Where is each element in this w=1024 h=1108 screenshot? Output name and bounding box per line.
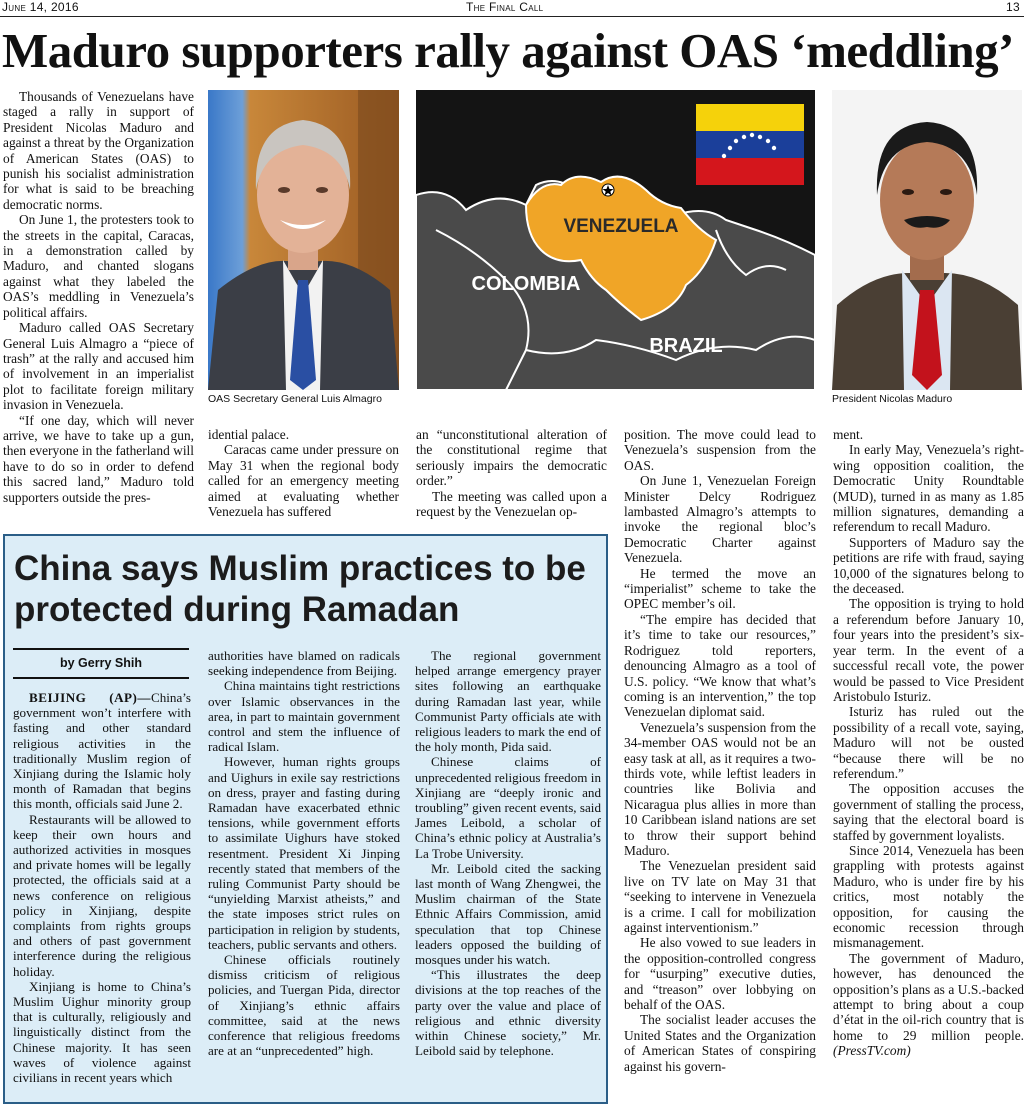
venezuela-map [416,90,815,390]
sidebar-col1-para: Restaurants will be allowed to keep their own hours and authorized activities in mosques and private homes will be legally protected, the officials said at a news conference on religious policy in Xinjiang, despite complaints from rights groups and others of past government interference during the religious holiday. [13,811,191,979]
main-col5-para: Isturiz has ruled out the possibility of a recall vote, saying, Maduro will not be ousted “because there will be no referendum.” [833,704,1024,781]
almagro-photo-caption: OAS Secretary General Luis Almagro [208,393,382,405]
main-col5-para: In early May, Venezuela’s right-wing opposition coalition, the Democratic Unity Roundtable (MUD), turned in as many as 1.85 million signatures, demanding a referendum to recall Maduro. [833,442,1024,535]
main-headline: Maduro supporters rally against OAS ‘meddling’ [2,23,1014,78]
main-col5-para [833,951,1024,1059]
main-col2-para: Caracas came under pressure on May 31 when the regional body called for an emergency meeting aimed at evaluating whether Venezuela has suffered [208,442,399,520]
main-col2-para: idential palace. [208,427,290,442]
sidebar-col1-para: Xinjiang is home to China’s Muslim Uighur minority group that is culturally, religiously and linguistically distinct from the Chinese majority. It has seen waves of violence against civilians in recent years which [13,978,191,1086]
main-col1-para: Thousands of Venezuelans have staged a rally in support of President Nicolas Maduro and against a threat by the Organization of American States (OAS) to punish his socialist administration for what is said to be breaching democratic norms. [3,89,194,212]
main-col4-para: “The empire has decided that it’s time to take our resources,” Rodriguez told reporters, denouncing Almagro as a tool of U.S. policy. “We know that what’s coming is an intervention,” the top Venezuelan diplomat said. [624,611,816,720]
sidebar-col-1 [13,690,191,1100]
publication-name: The Final Call [466,0,544,14]
main-col5-para: Since 2014, Venezuela has been grappling with protests against Maduro, who is under fire by his critics, most notably the opposition, for causing the economic recession through mismanagement. [833,842,1024,951]
main-col5-para: Supporters of Maduro say the petitions are rife with fraud, saying 10,000 of the signatures belong to the deceased. [833,534,1024,597]
sidebar-col2-para: Chinese officials routinely dismiss criticism of religious policies, and Tuergan Pida, director of Xinjiang’s ethnic affairs committee, said at the news conference that religious freedoms are at an “unprecedented” high. [208,952,400,1059]
sidebar-col2-para: China maintains tight restrictions over Islamic observances in the area, in part to maintain government control and stem the influence of radical Islam. [208,678,400,755]
byline-rule-top [13,648,189,650]
sidebar-col-2 [208,648,400,1100]
almagro-photo [208,90,399,390]
sidebar-dateline: BEIJING (AP)— [29,690,151,705]
main-col4-para: Venezuela’s suspension from the 34-member OAS would not be an easy task at all, as it requires a two-thirds vote, while leftist leaders in countries like Bolivia and Nicaragua plus allies in more than 10 Caribbean island nations are set to throw their support behind Maduro. [624,719,816,858]
map-label-brazil: BRAZIL [649,335,723,357]
main-col3-para: The meeting was called upon a request by the Venezuelan op- [416,488,607,520]
main-col-4 [624,427,816,1107]
main-col5-para: The opposition is trying to hold a referendum before January 10, four years into the president’s six-year term. In the event of a successful recall vote, the power would be passed to Vice President Aristobulo Isturiz. [833,596,1024,704]
sidebar-col1-lead-text: China’s government won’t interfere with fasting and other standard religious activities in the traditionally Muslim region of Xinjiang during the Islamic holy month of Ramadan that begins this month, officials said June 2. [13,690,191,812]
article-credit: (PressTV.com) [833,1043,911,1059]
sidebar-col2-para: authorities have blamed on radicals seeking independence from Beijing. [208,648,400,679]
main-col4-para: He also vowed to sue leaders in the opposition-controlled congress for “usurping” executive duties, and “treason” over lobbying on behalf of the OAS. [624,935,816,1013]
maduro-photo [832,90,1022,390]
main-col-3 [416,427,607,522]
sidebar-story-box [3,534,608,1104]
sidebar-byline: by Gerry Shih [60,656,142,670]
sidebar-col-3 [415,648,601,1100]
maduro-photo-caption: President Nicolas Maduro [832,393,953,405]
main-col1-para: On June 1, the protesters took to the streets in the capital, Caracas, in a demonstration called by Maduro, and chanted slogans against what they labeled the OAS’s meddling in Venezuela’s political affairs. [3,212,194,320]
main-col5-para: The opposition accuses the government of stalling the process, saying that the electoral board is staffed by government loyalists. [833,781,1024,843]
sidebar-col3-para: Chinese claims of unprecedented religious freedom in Xinjiang are “deeply ironic and troubling” given recent events, said James Leibold, a scholar of China’s ethnic policy at Australia’s La Trobe University. [415,754,601,861]
main-col4-para: The Venezuelan president said live on TV late on May 31 that “seeking to intervene in Venezuela is a crime. I call for mobilization against interventionism.” [624,858,816,935]
sidebar-col3-para: Mr. Leibold cited the sacking last month of Wang Zhengwei, the Muslim chairman of the State Ethnic Affairs Commission, amid speculation that top Chinese leaders opposed the building of mosques under his watch. [415,860,601,968]
main-col4-para: He termed the move an “imperialist” scheme to take the OPEC member’s oil. [624,565,816,612]
sidebar-headline: China says Muslim practices to be protected during Ramadan [14,549,586,629]
sidebar-col1-para [13,690,191,812]
main-col-5 [833,427,1024,1107]
sidebar-col2-para: However, human rights groups and Uighurs in exile say restrictions on dress, prayer and fasting during Ramadan have exacerbated ethnic tensions, while government efforts to assimilate Uighurs have stoked resentment. President Xi Jinping recently stated that members of the ruling Communist Party should be “unyielding Marxist atheists,” and the state imposes strict rules on participation in religion by students, teachers, public servants and others. [208,754,400,952]
main-col1-para: Maduro called OAS Secretary General Luis Almagro a “piece of trash” at the rally and accused him of involvement in an imperialist plot to facilitate foreign military invasion in Venezuela. [3,320,194,413]
main-col4-para: On June 1, Venezuelan Foreign Minister Delcy Rodriguez lambasted Almagro’s attempts to invoke the regional bloc’s Democratic Charter against Venezuela. [624,473,816,566]
byline-rule-bottom [13,677,189,679]
main-col5-last-text: The government of Maduro, however, has denounced the opposition’s plans as a U.S.-backed attempt to bring about a coup d’état in the oil-rich country that is home to 29 million people. [833,950,1024,1043]
sidebar-col3-para: The regional government helped arrange emergency prayer sites following an earthquake during Ramadan last year, while Communist Party officials ate with religious leaders to mark the end of the holy month, Pida said. [415,648,601,755]
sidebar-col3-para: “This illustrates the deep divisions at the top reaches of the party over the value and place of religious and ethnic diversity within Chinese society,” Mr. Leibold said by telephone. [415,967,601,1059]
main-col5-para: ment. [833,427,864,442]
issue-date: June 14, 2016 [2,0,79,14]
page-number: 13 [1006,0,1020,14]
map-label-colombia: COLOMBIA [471,273,581,295]
main-col4-para: position. The move could lead to Venezuela’s suspension from the OAS. [624,427,816,473]
main-col4-para: The socialist leader accuses the United States and the Organization of American States of conspiring against his govern- [624,1012,816,1074]
main-col-2 [208,427,399,522]
main-col1-para: “If one day, which will never arrive, we have to take up a gun, then everyone in the fatherland will have to do so in order to defend this sacred land,” Maduro told supporters outside the pres- [3,412,194,505]
page-header [0,0,1024,17]
main-col-1 [3,89,194,519]
main-col3-para: an “unconstitutional alteration of the constitutional regime that seriously impairs the democratic order.” [416,427,607,489]
map-label-venezuela: VENEZUELA [563,216,679,237]
